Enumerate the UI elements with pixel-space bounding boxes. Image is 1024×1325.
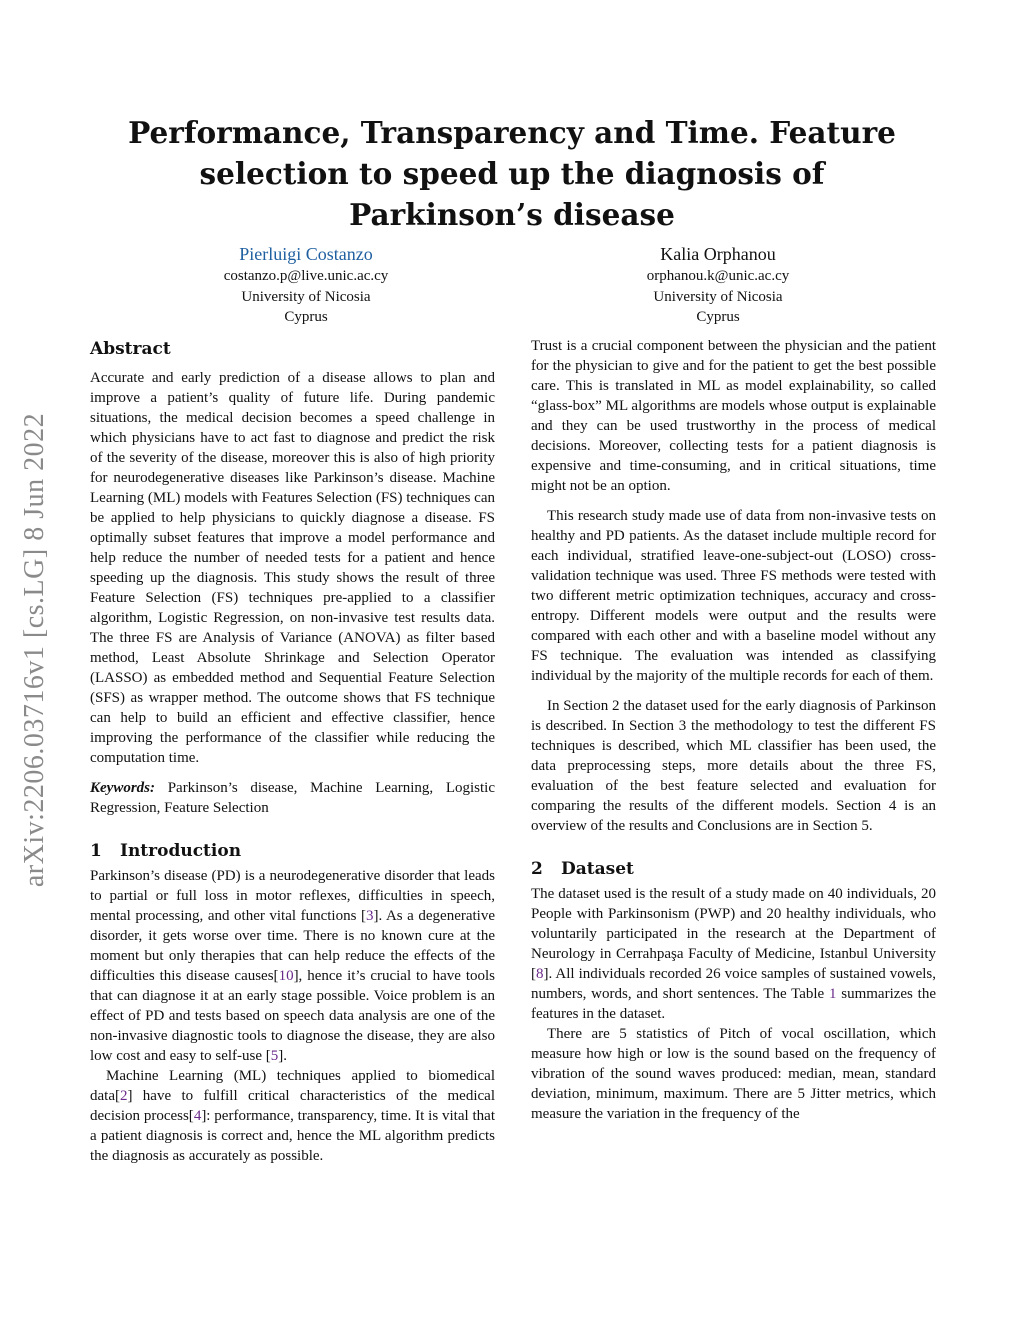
citation-link[interactable]: 10 [278, 968, 294, 984]
text-run: The dataset used is the result of a study made on 40 individuals, 20 People with Parkinsonism (PWP) and 20 healthy individuals, who voluntarily participated in the research at the Department of Neurology in Cerrahpaşa Faculty of Medicine, Istanbul University [ [531, 886, 936, 982]
text-run: ]: performance, transparency, time. It is vital that a patient diagnosis is correct and, hence the ML algorithm predicts the diagnosis as accurately as possible. [90, 1108, 495, 1164]
abstract-heading: Abstract [90, 339, 171, 359]
citation-link[interactable]: 2 [119, 1088, 128, 1104]
section-number: 2 [531, 859, 543, 879]
text-run: ]. As a degenerative disorder, it gets worse over time. There is no known cure at the moment but only therapies that can help reduce the effects of the difficulties this disease causes[ [90, 908, 495, 984]
keywords-label: Keywords: [90, 780, 155, 796]
author-email: costanzo.p@live.unic.ac.cy [223, 268, 389, 284]
author-affiliation: University of Nicosia [241, 288, 371, 305]
text-run: ]. [278, 1048, 288, 1064]
table-reference-link[interactable]: 1 [828, 986, 837, 1002]
right-column [531, 336, 936, 1124]
text-run: Machine Learning (ML) techniques applied to biomedical data[ [90, 1068, 495, 1104]
intro-paragraph-2 [90, 1066, 495, 1166]
text-run: ]. All individuals recorded 26 voice samples of sustained vowels, numbers, words, and short sentences. The Table [531, 966, 936, 1002]
author-name: Kalia Orphanou [660, 244, 776, 264]
left-column [90, 336, 495, 1166]
paper-title: Performance, Transparency and Time. Feature selection to speed up the diagnosis of Parkinson’s disease [128, 115, 896, 232]
intro-paragraph-1 [90, 866, 495, 1066]
section-title: Dataset [561, 859, 634, 879]
arxiv-stamp: arXiv:2206.03716v1 [cs.LG] 8 Jun 2022 [19, 412, 50, 888]
author-country: Cyprus [696, 309, 740, 325]
intro-paragraph-3: Trust is a crucial component between the physician and the patient for the physician to give and for the patient to get the best possible care. This is translated in ML as model explainability, so called “glass-box” ML algorithms are models whose output is explainable and they can be used trustworthy in the process of medical decisions. Moreover, collecting tests for a patient diagnosis is expensive and time-consuming, and in critical situations, time might not be an option. [531, 338, 936, 494]
author-block-1 [156, 243, 456, 328]
text-run: ], hence it’s crucial to have tools that can diagnose it at an early stage possible. Voice problem is an effect of PD and tests based on speech data analysis are one of the non-invasive diagnostic tools to diagnose the disease, they are also low cost and easy to self-use [ [90, 968, 495, 1064]
section-heading-dataset [531, 856, 936, 882]
section-title: Introduction [120, 841, 242, 861]
author-name-link[interactable]: Pierluigi Costanzo [239, 244, 373, 264]
intro-paragraph-4: This research study made use of data from non-invasive tests on healthy and PD patients. As the dataset include multiple record for each individual, stratified leave-one-subject-out (LOSO) cross-validation technique was used. Three FS methods were tested with two different metric optimization techniques, accuracy and cross-entropy. Different models were output and the results were compared with each other and with a baseline model without any FS technique. The evaluation was intended as classifying individual by the majority of the multiple records for each of them. [531, 508, 936, 684]
author-block-2 [568, 243, 868, 328]
citation-link[interactable]: 3 [365, 908, 374, 924]
author-email: orphanou.k@unic.ac.cy [646, 268, 790, 284]
citation-link[interactable]: 8 [536, 966, 544, 982]
dataset-paragraph-1 [531, 884, 936, 1024]
author-country: Cyprus [284, 309, 328, 325]
citation-link[interactable]: 5 [270, 1048, 279, 1064]
section-heading-introduction [90, 838, 495, 864]
keywords [90, 778, 495, 818]
dataset-paragraph-2: There are 5 statistics of Pitch of vocal oscillation, which measure how high or low is the sound based on the frequency of vibration of the sound waves produced: median, mean, standard deviation, minimum, maximum. There are 5 Jitter metrics, which measure the variation in the frequency of the [531, 1026, 936, 1122]
abstract-text: Accurate and early prediction of a disease allows to plan and improve a patient’s quality of future life. During pandemic situations, the medical decision becomes a speed challenge in which physicians have to act fast to diagnose and predict the risk of the severity of the disease, moreover this is also of high priority for neurodegenerative diseases like Parkinson’s disease. Machine Learning (ML) models with Features Selection (FS) techniques can be applied to help physicians to quickly diagnose a disease. FS optimally subset features that improve a model performance and help reduce the number of needed tests for a patient and hence speeding up the diagnosis. This study shows the result of three Feature Selection (FS) techniques pre-applied to a classifier algorithm, Logistic Regression, on non-invasive test results data. The three FS are Analysis of Variance (ANOVA) as filter based method, Least Absolute Shrinkage and Selection Operator (LASSO) as embedded method and Sequential Feature Selection (SFS) as wrapper method. The outcome shows that FS technique can help to build an efficient and effective classifier, hence improving the performance of the classifier while reducing the computation time. [90, 370, 495, 766]
citation-link[interactable]: 4 [193, 1108, 202, 1124]
keywords-text: Parkinson’s disease, Machine Learning, Logistic Regression, Feature Selection [90, 780, 495, 816]
section-number: 1 [90, 841, 102, 861]
text-run: summarizes the features in the dataset. [531, 986, 936, 1022]
author-affiliation: University of Nicosia [653, 288, 783, 305]
intro-paragraph-5: In Section 2 the dataset used for the early diagnosis of Parkinson is described. In Section 3 the methodology to test the different FS techniques is described, which ML classifier has been used, the data preprocessing steps, more details about the three FS, evaluation of the best feature selected and evaluation for comparing the results of the different models. Section 4 is an overview of the results and Conclusions are in Section 5. [531, 698, 936, 834]
text-run: ] have to fulfill critical characteristics of the medical decision process[ [90, 1088, 495, 1124]
text-run: Parkinson’s disease (PD) is a neurodegenerative disorder that leads to partial or full loss in motor reflexes, difficulties in speech, mental processing, and other vital functions [ [90, 868, 495, 924]
